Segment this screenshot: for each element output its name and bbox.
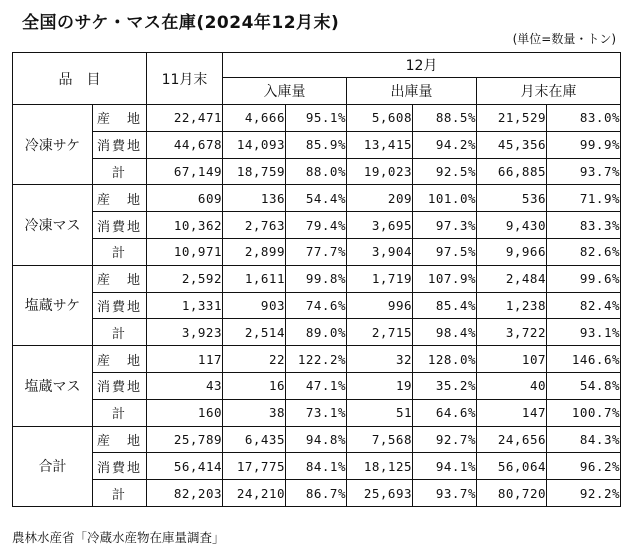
group-name: 冷凍サケ [13, 105, 93, 185]
outbound-ratio: 98.4% [413, 319, 477, 346]
inbound-ratio: 95.1% [286, 105, 347, 132]
table-row [13, 480, 621, 507]
outbound-ratio: 93.7% [413, 480, 477, 507]
stock-value: 9,430 [477, 212, 547, 239]
header-prev-month: 11月末 [147, 53, 223, 105]
nov-value: 67,149 [147, 158, 223, 185]
outbound-value: 13,415 [347, 131, 413, 158]
table-row [13, 399, 621, 426]
row-label: 計 [93, 158, 147, 185]
stock-value: 3,722 [477, 319, 547, 346]
table-row [13, 453, 621, 480]
row-label: 消費地 [93, 292, 147, 319]
inbound-value: 38 [223, 399, 286, 426]
inbound-ratio: 54.4% [286, 185, 347, 212]
stock-ratio: 99.9% [547, 131, 621, 158]
nov-value: 117 [147, 346, 223, 373]
row-label: 消費地 [93, 131, 147, 158]
nov-value: 10,362 [147, 212, 223, 239]
row-label: 産 地 [93, 105, 147, 132]
stock-ratio: 82.4% [547, 292, 621, 319]
inbound-ratio: 99.8% [286, 265, 347, 292]
inbound-ratio: 47.1% [286, 372, 347, 399]
stock-value: 9,966 [477, 238, 547, 265]
table-row [13, 265, 621, 292]
stock-value: 66,885 [477, 158, 547, 185]
table-row [13, 131, 621, 158]
inbound-value: 16 [223, 372, 286, 399]
outbound-value: 51 [347, 399, 413, 426]
outbound-ratio: 97.5% [413, 238, 477, 265]
outbound-value: 5,608 [347, 105, 413, 132]
stock-ratio: 83.0% [547, 105, 621, 132]
inbound-value: 14,093 [223, 131, 286, 158]
inbound-ratio: 84.1% [286, 453, 347, 480]
row-label: 計 [93, 319, 147, 346]
table-row [13, 185, 621, 212]
nov-value: 44,678 [147, 131, 223, 158]
stock-ratio: 82.6% [547, 238, 621, 265]
inbound-value: 6,435 [223, 426, 286, 453]
header-outbound: 出庫量 [347, 78, 477, 105]
inbound-ratio: 74.6% [286, 292, 347, 319]
stock-value: 40 [477, 372, 547, 399]
stock-value: 107 [477, 346, 547, 373]
inbound-ratio: 89.0% [286, 319, 347, 346]
nov-value: 25,789 [147, 426, 223, 453]
inbound-ratio: 77.7% [286, 238, 347, 265]
outbound-value: 25,693 [347, 480, 413, 507]
outbound-ratio: 94.2% [413, 131, 477, 158]
outbound-ratio: 88.5% [413, 105, 477, 132]
row-label: 消費地 [93, 453, 147, 480]
outbound-value: 19 [347, 372, 413, 399]
outbound-ratio: 85.4% [413, 292, 477, 319]
inbound-value: 1,611 [223, 265, 286, 292]
stock-ratio: 100.7% [547, 399, 621, 426]
row-label: 計 [93, 480, 147, 507]
nov-value: 82,203 [147, 480, 223, 507]
nov-value: 160 [147, 399, 223, 426]
header-month: 12月 [223, 53, 621, 78]
stock-ratio: 93.7% [547, 158, 621, 185]
outbound-ratio: 64.6% [413, 399, 477, 426]
outbound-ratio: 92.7% [413, 426, 477, 453]
row-label: 計 [93, 399, 147, 426]
inbound-value: 17,775 [223, 453, 286, 480]
outbound-value: 209 [347, 185, 413, 212]
stock-ratio: 96.2% [547, 453, 621, 480]
outbound-ratio: 94.1% [413, 453, 477, 480]
row-label: 計 [93, 238, 147, 265]
inbound-value: 18,759 [223, 158, 286, 185]
stock-value: 45,356 [477, 131, 547, 158]
salmon-trout-stock-table [12, 52, 621, 507]
outbound-ratio: 128.0% [413, 346, 477, 373]
stock-value: 21,529 [477, 105, 547, 132]
table-row [13, 292, 621, 319]
table-row [13, 319, 621, 346]
header-inbound: 入庫量 [223, 78, 347, 105]
inbound-ratio: 85.9% [286, 131, 347, 158]
nov-value: 22,471 [147, 105, 223, 132]
row-label: 産 地 [93, 265, 147, 292]
outbound-ratio: 107.9% [413, 265, 477, 292]
group-name: 冷凍マス [13, 185, 93, 265]
table-row [13, 158, 621, 185]
row-label: 産 地 [93, 426, 147, 453]
outbound-value: 7,568 [347, 426, 413, 453]
stock-value: 24,656 [477, 426, 547, 453]
stock-ratio: 83.3% [547, 212, 621, 239]
stock-ratio: 92.2% [547, 480, 621, 507]
nov-value: 1,331 [147, 292, 223, 319]
outbound-value: 996 [347, 292, 413, 319]
group-name: 塩蔵サケ [13, 265, 93, 345]
nov-value: 56,414 [147, 453, 223, 480]
header-item: 品 目 [13, 53, 147, 105]
source-note: 農林水産省「冷蔵水産物在庫量調査」 [12, 530, 225, 545]
inbound-value: 22 [223, 346, 286, 373]
stock-value: 2,484 [477, 265, 547, 292]
outbound-value: 18,125 [347, 453, 413, 480]
nov-value: 609 [147, 185, 223, 212]
inbound-ratio: 94.8% [286, 426, 347, 453]
inbound-ratio: 73.1% [286, 399, 347, 426]
stock-ratio: 146.6% [547, 346, 621, 373]
outbound-value: 19,023 [347, 158, 413, 185]
group-name: 合計 [13, 426, 93, 506]
inbound-value: 2,514 [223, 319, 286, 346]
row-label: 消費地 [93, 212, 147, 239]
table-row [13, 212, 621, 239]
outbound-ratio: 97.3% [413, 212, 477, 239]
inbound-value: 24,210 [223, 480, 286, 507]
stock-ratio: 93.1% [547, 319, 621, 346]
header-month-end-stock: 月末在庫 [477, 78, 621, 105]
nov-value: 10,971 [147, 238, 223, 265]
table-row [13, 346, 621, 373]
row-label: 産 地 [93, 346, 147, 373]
outbound-ratio: 35.2% [413, 372, 477, 399]
unit-note: (単位=数量・トン) [512, 32, 616, 46]
nov-value: 2,592 [147, 265, 223, 292]
outbound-ratio: 92.5% [413, 158, 477, 185]
inbound-ratio: 86.7% [286, 480, 347, 507]
table-row [13, 105, 621, 132]
outbound-value: 2,715 [347, 319, 413, 346]
stock-ratio: 71.9% [547, 185, 621, 212]
page-title: 全国のサケ・マス在庫(2024年12月末) [22, 13, 340, 33]
inbound-ratio: 122.2% [286, 346, 347, 373]
row-label: 消費地 [93, 372, 147, 399]
stock-value: 536 [477, 185, 547, 212]
row-label: 産 地 [93, 185, 147, 212]
nov-value: 3,923 [147, 319, 223, 346]
inbound-value: 4,666 [223, 105, 286, 132]
outbound-value: 32 [347, 346, 413, 373]
stock-value: 147 [477, 399, 547, 426]
outbound-value: 1,719 [347, 265, 413, 292]
nov-value: 43 [147, 372, 223, 399]
inbound-ratio: 88.0% [286, 158, 347, 185]
group-name: 塩蔵マス [13, 346, 93, 426]
inbound-value: 2,763 [223, 212, 286, 239]
stock-value: 1,238 [477, 292, 547, 319]
inbound-value: 2,899 [223, 238, 286, 265]
table-row [13, 238, 621, 265]
inbound-value: 136 [223, 185, 286, 212]
table-row [13, 372, 621, 399]
table-row [13, 426, 621, 453]
inbound-ratio: 79.4% [286, 212, 347, 239]
table-body [13, 105, 621, 507]
stock-value: 56,064 [477, 453, 547, 480]
outbound-ratio: 101.0% [413, 185, 477, 212]
stock-ratio: 99.6% [547, 265, 621, 292]
outbound-value: 3,695 [347, 212, 413, 239]
inbound-value: 903 [223, 292, 286, 319]
stock-ratio: 54.8% [547, 372, 621, 399]
stock-ratio: 84.3% [547, 426, 621, 453]
stock-value: 80,720 [477, 480, 547, 507]
outbound-value: 3,904 [347, 238, 413, 265]
